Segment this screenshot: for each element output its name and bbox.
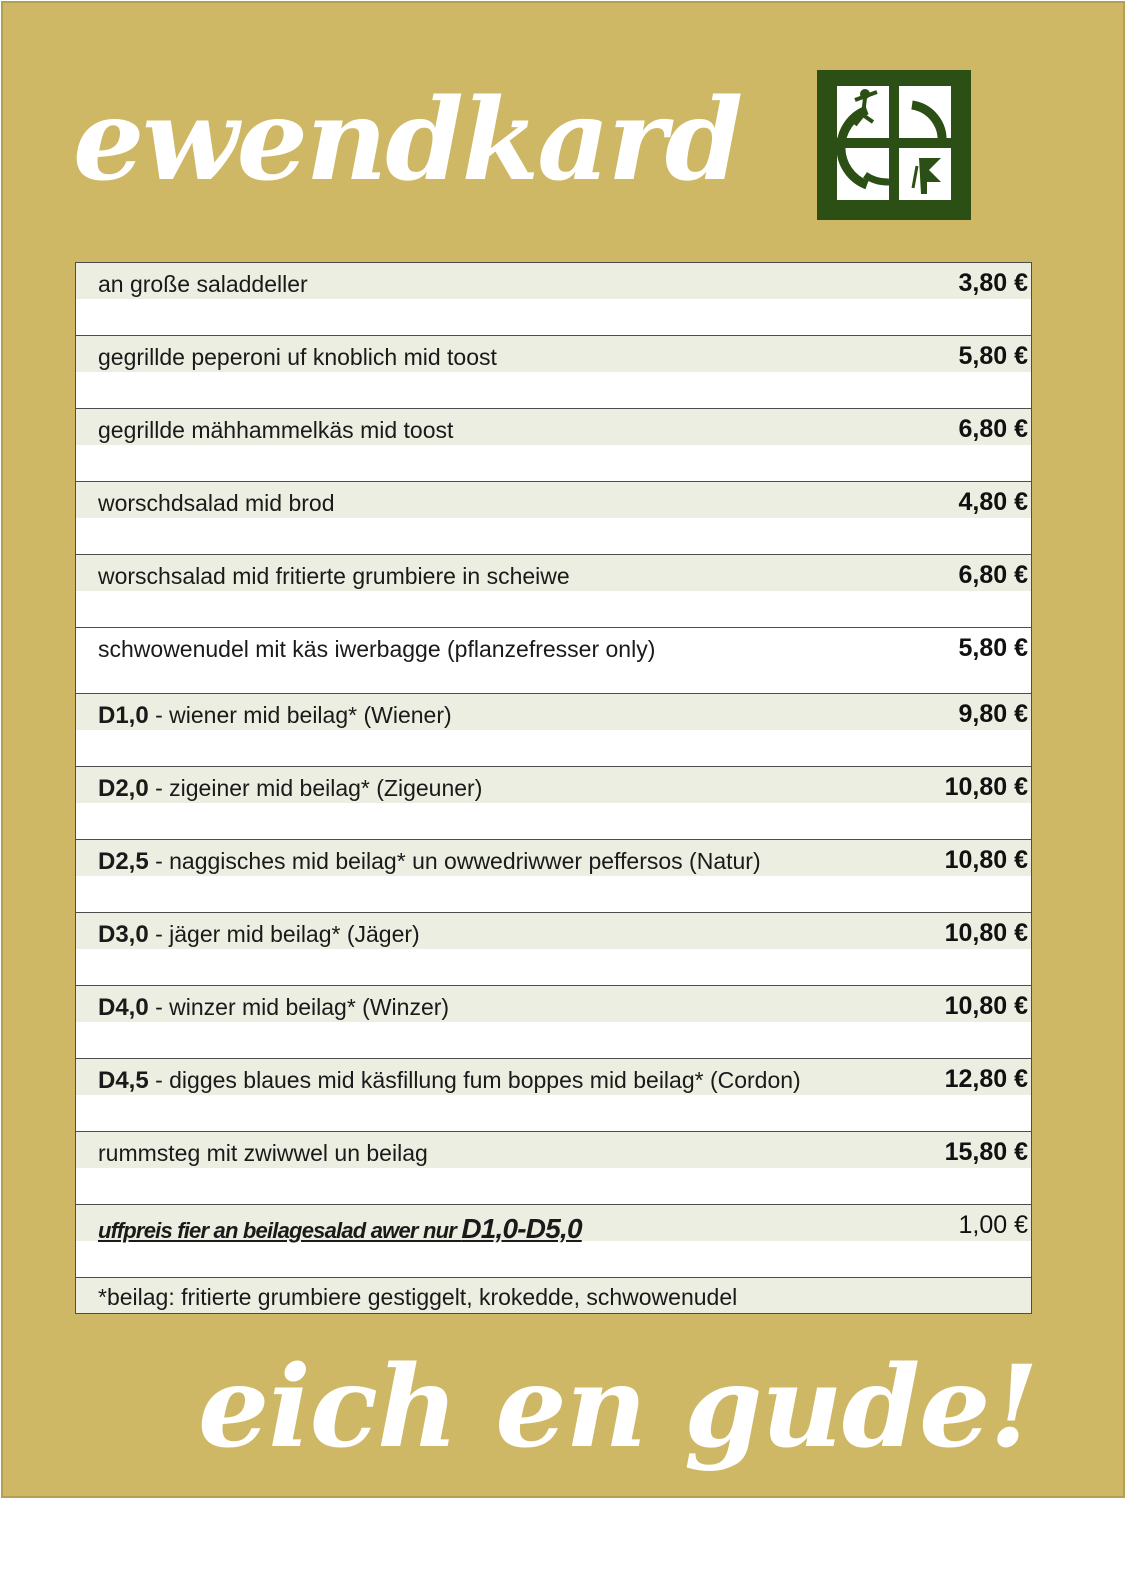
menu-row — [76, 336, 1031, 409]
menu-item-name — [98, 848, 761, 876]
menu-item-name — [98, 921, 420, 949]
upsell-label: uffpreis fier an beilagesalad awer nur — [98, 1218, 462, 1243]
menu-row — [76, 840, 1031, 913]
menu-item-price: 4,80 € — [958, 488, 1028, 516]
menu-item-name: an große saladdeller — [98, 271, 308, 297]
menu-item-price: 10,80 € — [944, 992, 1028, 1020]
dish-code: D4,5 — [98, 1067, 149, 1094]
dish-description: - zigeiner mid beilag* (Zigeuner) — [148, 775, 483, 801]
menu-item-name: gegrillde peperoni uf knoblich mid toost — [98, 344, 497, 370]
menu-item-price: 5,80 € — [958, 342, 1028, 370]
menu-item-name — [98, 1067, 801, 1095]
footnote-row — [76, 1278, 1031, 1313]
menu-item-price: 3,80 € — [958, 269, 1028, 297]
menu-item-name: rummsteg mit zwiwwel un beilag — [98, 1140, 428, 1166]
dish-description: - digges blaues mid käsfillung fum boppes mid beilag* (Cordon) — [148, 1067, 801, 1093]
menu-title: ewendkard — [73, 75, 742, 206]
menu-item-name: gegrillde mähhammelkäs mid toost — [98, 417, 454, 443]
upsell-text — [98, 1213, 582, 1245]
menu-item-price: 12,80 € — [944, 1065, 1028, 1093]
dish-code: D4,0 — [98, 994, 149, 1021]
menu-row — [76, 482, 1031, 555]
upsell-price: 1,00 € — [958, 1211, 1028, 1239]
footnote-text: *beilag: fritierte grumbiere gestiggelt, krokedde, schwowenudel — [98, 1284, 738, 1310]
upsell-range: D1,0-D5,0 — [461, 1213, 582, 1244]
menu-row — [76, 986, 1031, 1059]
menu-item-price: 10,80 € — [944, 773, 1028, 801]
menu-item-price: 10,80 € — [944, 846, 1028, 874]
dish-code: D1,0 — [98, 702, 149, 729]
menu-row — [76, 1132, 1031, 1205]
menu-item-price: 10,80 € — [944, 919, 1028, 947]
menu-item-name — [98, 994, 449, 1022]
menu-item-name: worschsalad mid fritierte grumbiere in scheiwe — [98, 563, 570, 589]
menu-table — [75, 262, 1032, 1314]
dish-code: D3,0 — [98, 921, 149, 948]
dish-code: D2,0 — [98, 775, 149, 802]
menu-item-price: 9,80 € — [958, 700, 1028, 728]
dish-description: - winzer mid beilag* (Winzer) — [148, 994, 450, 1020]
greeting-text: eich en gude! — [198, 1342, 1038, 1473]
geocaching-logo-icon — [817, 70, 971, 220]
dish-description: - naggisches mid beilag* un owwedriwwer peffersos (Natur) — [148, 848, 761, 874]
menu-item-price: 15,80 € — [944, 1138, 1028, 1166]
menu-item-name — [98, 775, 482, 803]
menu-row — [76, 263, 1031, 336]
dish-description: - wiener mid beilag* (Wiener) — [148, 702, 452, 728]
menu-row — [76, 409, 1031, 482]
menu-item-name: schwowenudel mit käs iwerbagge (pflanzefresser only) — [98, 636, 656, 662]
menu-item-price: 6,80 € — [958, 415, 1028, 443]
upsell-row — [76, 1205, 1031, 1278]
menu-row — [76, 628, 1031, 694]
menu-row — [76, 913, 1031, 986]
menu-item-price: 6,80 € — [958, 561, 1028, 589]
menu-row — [76, 694, 1031, 767]
menu-item-name — [98, 702, 452, 730]
dish-code: D2,5 — [98, 848, 149, 875]
menu-item-name: worschdsalad mid brod — [98, 490, 335, 516]
menu-row — [76, 767, 1031, 840]
menu-item-price: 5,80 € — [958, 634, 1028, 662]
menu-row — [76, 1059, 1031, 1132]
menu-row — [76, 555, 1031, 628]
dish-description: - jäger mid beilag* (Jäger) — [148, 921, 420, 947]
